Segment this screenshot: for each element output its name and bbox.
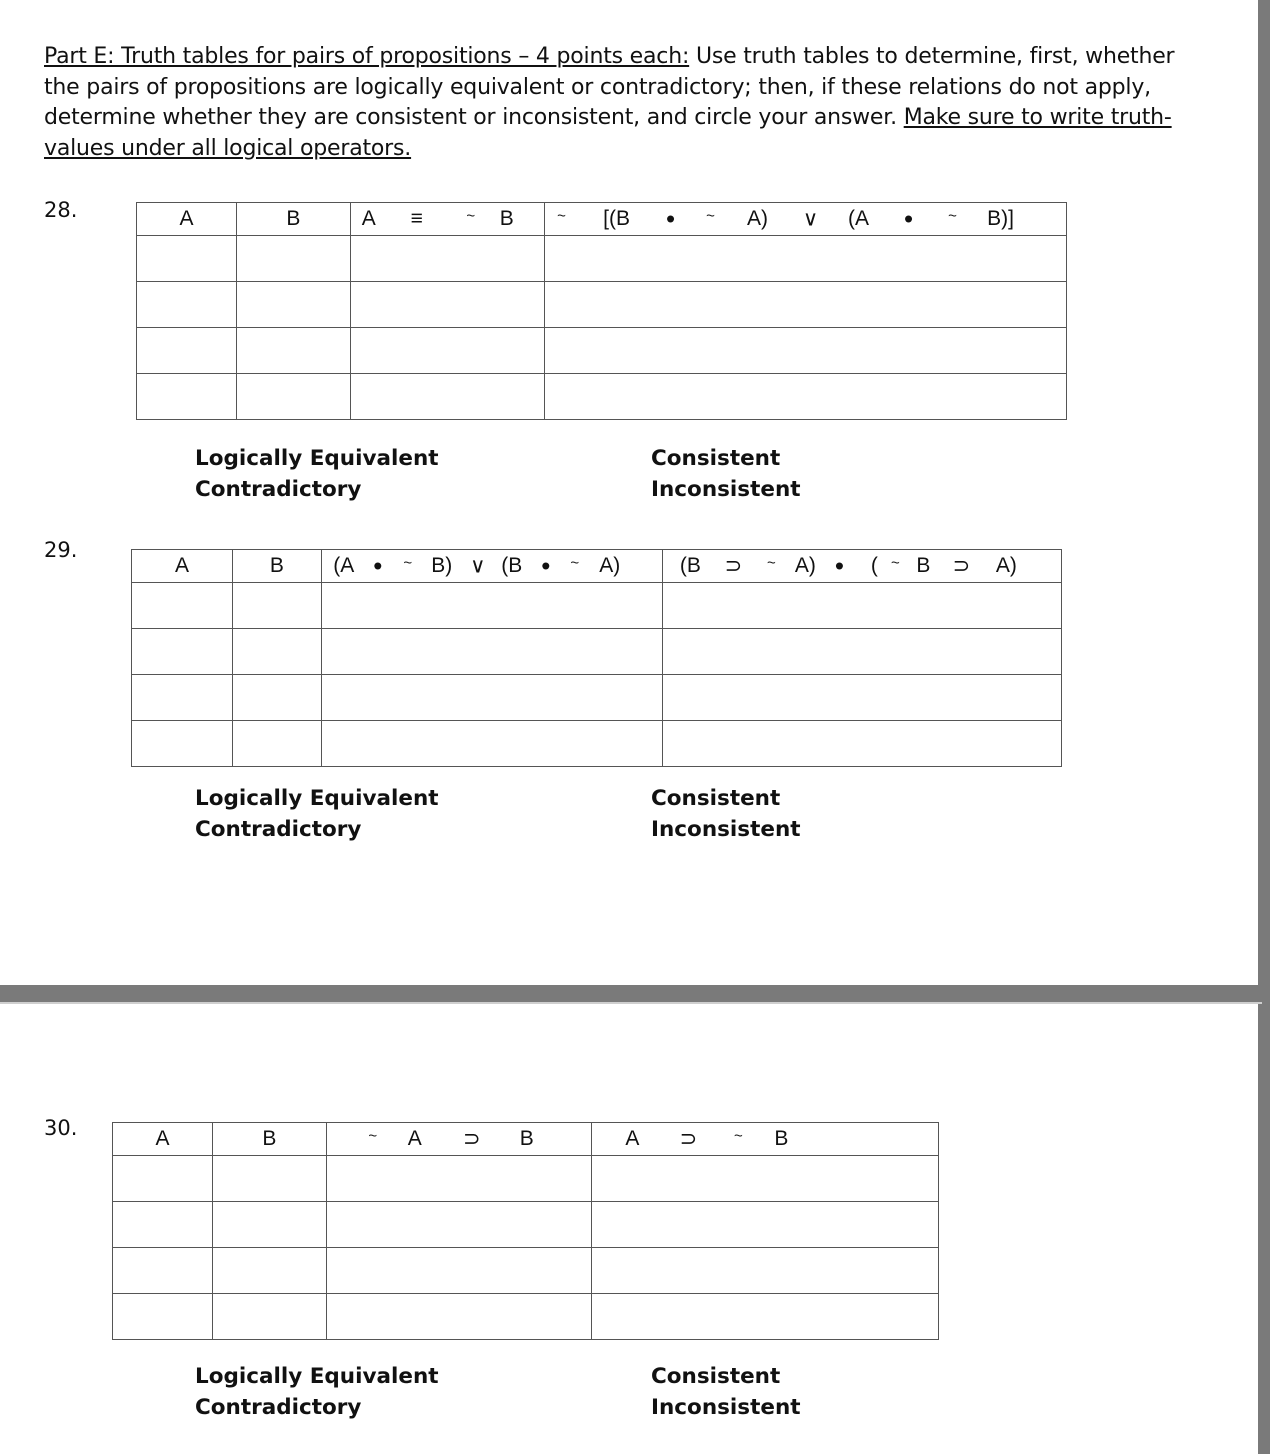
symbol: A) <box>599 554 621 577</box>
answer-cell[interactable] <box>113 1202 213 1248</box>
option-contradictory[interactable]: Contradictory <box>195 817 362 842</box>
symbol: B <box>916 554 931 577</box>
symbol: ~ <box>767 554 776 572</box>
table-row <box>132 675 1062 721</box>
symbol: ⊃ <box>724 554 743 578</box>
table-row <box>132 721 1062 767</box>
table-row <box>137 282 1067 328</box>
answer-cell[interactable] <box>232 675 321 721</box>
table-row <box>113 1202 939 1248</box>
symbol: B)] <box>987 207 1014 230</box>
proposition-2-header <box>592 1123 939 1156</box>
symbol: ~ <box>403 554 413 572</box>
proposition-1-header <box>326 1123 592 1156</box>
page-edge <box>1258 0 1270 1454</box>
symbol: A <box>361 207 376 230</box>
answer-cell[interactable] <box>663 583 1062 629</box>
answer-cell[interactable] <box>350 328 544 374</box>
answer-cell[interactable] <box>137 374 237 420</box>
answer-cell[interactable] <box>326 1248 592 1294</box>
answer-cell[interactable] <box>232 629 321 675</box>
symbol: (A <box>333 554 355 577</box>
option-inconsistent[interactable]: Inconsistent <box>651 817 801 842</box>
answer-cell[interactable] <box>544 236 1066 282</box>
answer-cell[interactable] <box>592 1294 939 1340</box>
answer-cell[interactable] <box>663 675 1062 721</box>
symbol: ⊃ <box>679 1127 698 1151</box>
symbol: ∨ <box>802 207 819 231</box>
problem-number: 30. <box>44 1116 78 1140</box>
table-row <box>137 374 1067 420</box>
col-header-a: A <box>113 1123 213 1156</box>
proposition-1-header <box>350 203 544 236</box>
symbol: • <box>834 550 844 581</box>
symbol: ( <box>870 554 878 577</box>
answer-cell[interactable] <box>212 1156 326 1202</box>
instructions-body: Use truth tables to determine, first, whether the pairs of propositions are logically equivalent or contradictory; then, if these relations do not apply, determine whether they are consistent or inconsistent, and circle your answer. <box>44 44 1175 130</box>
symbol: ~ <box>368 1127 378 1145</box>
answer-cell[interactable] <box>592 1248 939 1294</box>
symbol: B) <box>431 554 453 577</box>
symbol: (B <box>679 554 701 577</box>
answer-cell[interactable] <box>232 721 321 767</box>
symbol: A) <box>794 554 816 577</box>
symbol: ~ <box>948 207 957 225</box>
symbol: ~ <box>557 207 566 225</box>
answer-cell[interactable] <box>326 1294 592 1340</box>
answer-cell[interactable] <box>544 328 1066 374</box>
symbol: B <box>499 207 514 230</box>
col-header-b: B <box>212 1123 326 1156</box>
truth-table-28 <box>136 202 1067 420</box>
problem-number: 28. <box>44 198 78 222</box>
answer-cell[interactable] <box>137 328 237 374</box>
answer-cell[interactable] <box>212 1248 326 1294</box>
table-row <box>137 236 1067 282</box>
answer-cell[interactable] <box>350 282 544 328</box>
answer-cell[interactable] <box>113 1248 213 1294</box>
table-row <box>137 328 1067 374</box>
symbol: • <box>541 550 551 581</box>
answer-cell[interactable] <box>137 236 237 282</box>
symbol: A) <box>995 554 1017 577</box>
symbol: ~ <box>466 207 476 225</box>
symbol: ~ <box>570 554 580 572</box>
answer-cell[interactable] <box>132 721 233 767</box>
table-row <box>113 1156 939 1202</box>
symbol: ≡ <box>410 207 423 230</box>
instructions <box>44 42 1194 164</box>
answer-cell[interactable] <box>232 583 321 629</box>
answer-cell[interactable] <box>321 675 663 721</box>
proposition-2-header <box>663 550 1062 583</box>
answer-cell[interactable] <box>321 583 663 629</box>
option-logically-equivalent[interactable]: Logically Equivalent <box>195 1364 439 1389</box>
answer-cell[interactable] <box>663 721 1062 767</box>
symbol: • <box>903 203 914 234</box>
answer-cell[interactable] <box>236 328 350 374</box>
answer-cell[interactable] <box>544 374 1066 420</box>
symbol: • <box>373 550 383 581</box>
option-logically-equivalent[interactable]: Logically Equivalent <box>195 786 439 811</box>
symbol: A <box>625 1127 640 1150</box>
answer-cell[interactable] <box>236 282 350 328</box>
symbol: A <box>407 1127 422 1150</box>
col-header-a: A <box>137 203 237 236</box>
symbol: (A <box>848 207 870 230</box>
symbol: ~ <box>706 207 715 225</box>
symbol: [(B <box>603 207 630 230</box>
option-inconsistent[interactable]: Inconsistent <box>651 1395 801 1420</box>
symbol: ⊃ <box>952 554 971 578</box>
answer-cell[interactable] <box>236 374 350 420</box>
page-break-shadow <box>0 1002 1262 1004</box>
symbol: ~ <box>734 1127 743 1145</box>
truth-table-30 <box>112 1122 939 1340</box>
answer-cell[interactable] <box>132 583 233 629</box>
answer-cell[interactable] <box>350 374 544 420</box>
answer-cell[interactable] <box>212 1294 326 1340</box>
answer-cell[interactable] <box>663 629 1062 675</box>
symbol: (B <box>501 554 523 577</box>
answer-cell[interactable] <box>544 282 1066 328</box>
symbol: B <box>774 1127 789 1150</box>
table-row <box>132 583 1062 629</box>
col-header-b: B <box>232 550 321 583</box>
answer-cell[interactable] <box>113 1294 213 1340</box>
option-inconsistent[interactable]: Inconsistent <box>651 477 801 502</box>
option-contradictory[interactable]: Contradictory <box>195 477 362 502</box>
proposition-1-header <box>321 550 663 583</box>
instructions-emphasis: Make sure to write truth-values under all logical operators. <box>44 105 1172 161</box>
answer-cell[interactable] <box>321 629 663 675</box>
option-contradictory[interactable]: Contradictory <box>195 1395 362 1420</box>
symbol: ∨ <box>470 554 486 578</box>
symbol: B <box>519 1127 534 1150</box>
problem-number: 29. <box>44 538 78 562</box>
col-header-a: A <box>132 550 233 583</box>
answer-cell[interactable] <box>350 236 544 282</box>
symbol: • <box>665 203 676 234</box>
symbol: ~ <box>891 554 900 572</box>
page-break <box>0 985 1262 1002</box>
symbol: A) <box>747 207 769 230</box>
answer-cell[interactable] <box>326 1156 592 1202</box>
answer-cell[interactable] <box>113 1156 213 1202</box>
answer-cell[interactable] <box>592 1202 939 1248</box>
answer-cell[interactable] <box>212 1202 326 1248</box>
option-consistent[interactable]: Consistent <box>651 1364 781 1389</box>
truth-table-29 <box>131 549 1062 767</box>
instructions-heading: Part E: Truth tables for pairs of propositions – 4 points each: <box>44 44 690 69</box>
answer-cell[interactable] <box>321 721 663 767</box>
table-row <box>113 1294 939 1340</box>
table-row <box>132 629 1062 675</box>
option-consistent[interactable]: Consistent <box>651 786 781 811</box>
proposition-2-header <box>544 203 1066 236</box>
table-row <box>113 1248 939 1294</box>
answer-cell[interactable] <box>592 1156 939 1202</box>
symbol: ⊃ <box>462 1127 481 1151</box>
col-header-b: B <box>236 203 350 236</box>
answer-cell[interactable] <box>236 236 350 282</box>
answer-cell[interactable] <box>137 282 237 328</box>
answer-cell[interactable] <box>132 629 233 675</box>
answer-cell[interactable] <box>326 1202 592 1248</box>
option-logically-equivalent[interactable]: Logically Equivalent <box>195 446 439 471</box>
option-consistent[interactable]: Consistent <box>651 446 781 471</box>
answer-cell[interactable] <box>132 675 233 721</box>
